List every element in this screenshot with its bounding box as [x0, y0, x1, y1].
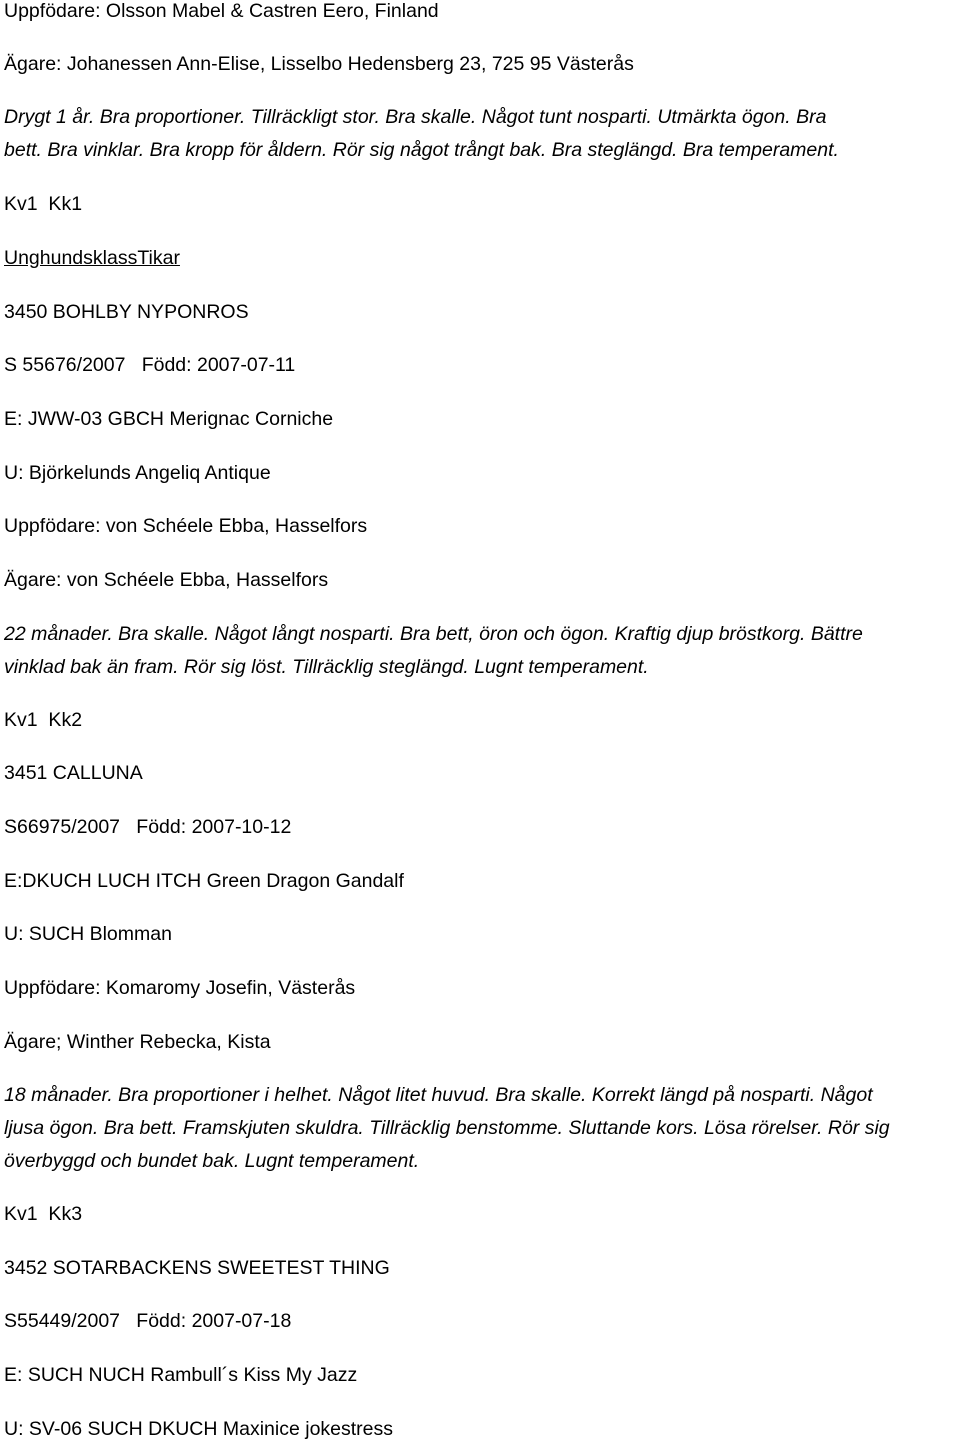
breeder-line: Uppfödare: von Schéele Ebba, Hasselfors	[4, 515, 368, 537]
critique-line: bett. Bra vinklar. Bra kropp för åldern. Rör sig något trångt bak. Bra steglängd. Bra temperament.	[4, 139, 839, 161]
critique-line: vinklad bak än fram. Rör sig löst. Tillräcklig steglängd. Lugnt temperament.	[4, 656, 649, 678]
dog-name: 3451 CALLUNA	[4, 762, 143, 784]
registration-line: S66975/2007 Född: 2007-10-12	[4, 816, 292, 838]
owner-line: Ägare: Johanessen Ann-Elise, Lisselbo Hedensberg 23, 725 95 Västerås	[4, 53, 634, 75]
critique-line: ljusa ögon. Bra bett. Framskjuten skuldra. Tillräcklig benstomme. Sluttande kors. Lösa rörelser. Rör sig	[4, 1117, 890, 1139]
dog-name: 3452 SOTARBACKENS SWEETEST THING	[4, 1257, 390, 1279]
dam-line: U: Björkelunds Angeliq Antique	[4, 462, 271, 484]
registration-line: S 55676/2007 Född: 2007-07-11	[4, 354, 296, 376]
owner-line: Ägare: von Schéele Ebba, Hasselfors	[4, 569, 329, 591]
sire-line: E:DKUCH LUCH ITCH Green Dragon Gandalf	[4, 870, 404, 892]
dam-line: U: SV-06 SUCH DKUCH Maxinice jokestress	[4, 1418, 394, 1440]
critique-paragraph	[4, 618, 956, 684]
sire-line: E: JWW-03 GBCH Merignac Corniche	[4, 408, 334, 430]
class-heading: UnghundsklassTikar	[4, 247, 180, 269]
critique-paragraph	[4, 101, 956, 167]
grade-line: Kv1 Kk3	[4, 1203, 83, 1225]
critique-paragraph	[4, 1079, 956, 1178]
critique-line: 18 månader. Bra proportioner i helhet. Något litet huvud. Bra skalle. Korrekt längd på nosparti. Något	[4, 1084, 873, 1106]
sire-line: E: SUCH NUCH Rambull´s Kiss My Jazz	[4, 1364, 358, 1386]
owner-line: Ägare; Winther Rebecka, Kista	[4, 1031, 271, 1053]
grade-line: Kv1 Kk2	[4, 709, 83, 731]
breeder-line: Uppfödare: Komaromy Josefin, Västerås	[4, 977, 356, 999]
breeder-line: Uppfödare: Olsson Mabel & Castren Eero, Finland	[4, 0, 439, 22]
grade-line: Kv1 Kk1	[4, 193, 83, 215]
dog-name: 3450 BOHLBY NYPONROS	[4, 301, 249, 323]
registration-line: S55449/2007 Född: 2007-07-18	[4, 1310, 292, 1332]
critique-line: Drygt 1 år. Bra proportioner. Tillräckligt stor. Bra skalle. Något tunt nosparti. Utmärkta ögon. Bra	[4, 106, 827, 128]
critique-line: överbyggd och bundet bak. Lugnt temperament.	[4, 1150, 420, 1172]
critique-line: 22 månader. Bra skalle. Något långt nosparti. Bra bett, öron och ögon. Kraftig djup bröstkorg. Bättre	[4, 623, 863, 645]
dam-line: U: SUCH Blomman	[4, 923, 172, 945]
